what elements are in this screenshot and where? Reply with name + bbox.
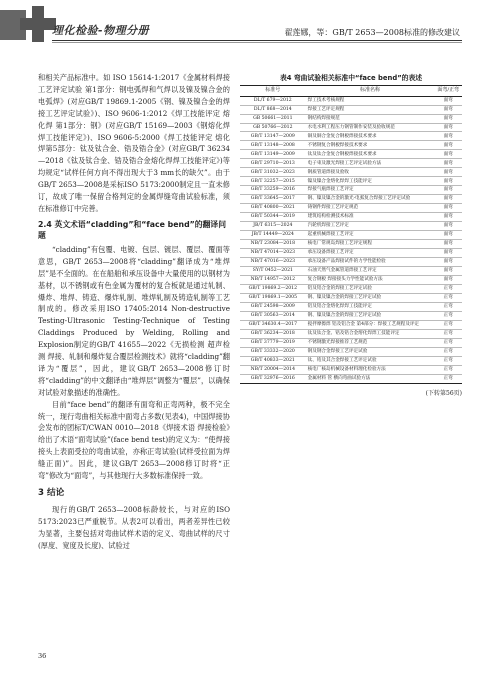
cell-term: 正弯 [434, 311, 462, 320]
table-row [240, 105, 462, 114]
cell-standard-name: 钛、锆及其合金焊接工艺评定试验 [306, 356, 435, 365]
header-rule [52, 40, 462, 41]
cell-standard-name: 钢、镍及镍合金的激光-电弧复合焊接工艺评定试验 [306, 195, 435, 204]
cell-standard-name: 水电水利工程压力钢管制作安装及验收规范 [306, 123, 435, 132]
cell-term: 正弯 [434, 347, 462, 356]
cell-standard-name: 铜及铜合金复合钢板焊接技术要求 [306, 132, 435, 141]
cell-standard-no: GB/T 36234—2018 [240, 329, 306, 338]
left-text-column [38, 72, 230, 552]
table-caption: 表4 弯曲试验相关标准中“face bend”的表述 [279, 74, 423, 82]
body-paragraph-3: 目前“face bend”的翻译有面弯和正弯两种，极不完全统一，现行弯曲相关标准中面弯占多数(见表4)，中国焊接协会发布的团标T/CWAN 0010—2018《焊接术语 焊接检验》给出了术语“面弯试验”(face bend test)的定义为：“使焊接接头上表面受拉的弯曲试验，亦称正弯试验(试样受拉面为焊缝正面)”。因此，建议GB/T 2653—2008修订时将“正弯”修改为“面弯”，与其他现行大多数标准保持一致。 [38, 399, 230, 481]
cell-standard-name: 钢质管道焊接及验收 [306, 168, 435, 177]
cell-standard-name: 承压设备焊接工艺评定 [306, 249, 435, 258]
table-row [240, 338, 462, 347]
table-row [240, 159, 462, 168]
table-row [240, 222, 462, 231]
cell-term: 面弯 [434, 159, 462, 168]
cell-standard-name: 核电厂常规岛焊接工艺评定规程 [306, 240, 435, 249]
cell-standard-name: 钢、镍及镍合金的焊接工艺评定试验 [306, 311, 435, 320]
cell-standard-name: 复合钢板 焊接接头力学性能试验方法 [306, 275, 435, 284]
col-header-standard-name: 标准名称 [306, 86, 435, 97]
cell-standard-no: GB/T 30563—2014 [240, 311, 306, 320]
table-row [240, 275, 462, 284]
cell-term: 正弯 [434, 302, 462, 311]
cell-standard-name: 搅拌摩擦焊 铝及铝合金 第4部分：焊接工艺规程及评定 [306, 320, 435, 329]
cell-term: 面弯 [434, 177, 462, 186]
cell-standard-no: GB/T 50344—2019 [240, 213, 306, 222]
running-title: 翟莲娜，等：GB/T 2653—2008标准的修改建议 [284, 28, 460, 37]
cell-standard-name: 钛及钛合金复合钢板焊接技术要求 [306, 150, 435, 159]
table-row [240, 177, 462, 186]
cell-standard-name: 不锈钢激光焊接推荐工艺规范 [306, 338, 435, 347]
cell-term: 面弯 [434, 275, 462, 284]
cell-standard-name: 不锈钢复合钢板焊接技术要求 [306, 141, 435, 150]
journal-name: 理化检验-物理分册 [52, 24, 150, 37]
table-row [240, 168, 462, 177]
cell-term: 面弯 [434, 123, 462, 132]
table-row [240, 249, 462, 258]
table-row [240, 365, 462, 374]
cell-standard-name: 承压设备产品焊接试件的力学性能检验 [306, 258, 435, 267]
cell-standard-no: GB 50766—2012 [240, 123, 306, 132]
cell-standard-name: 焊工技术考核规程 [306, 96, 435, 105]
cell-standard-no: GB/T 19869.2—2012 [240, 284, 306, 293]
table-row [240, 302, 462, 311]
cell-standard-no: GB/T 32257—2015 [240, 177, 306, 186]
cell-standard-name: 建筑结构检测技术标准 [306, 213, 435, 222]
table-row [240, 240, 462, 249]
cell-standard-name: 钢结构焊接规范 [306, 114, 435, 123]
table-body [240, 96, 462, 383]
cell-standard-no: NB/T 20004—2014 [240, 365, 306, 374]
cell-term: 面弯 [434, 222, 462, 231]
cell-term: 正弯 [434, 320, 462, 329]
cell-standard-no: GB/T 32976—2016 [240, 374, 306, 383]
table-row [240, 204, 462, 213]
cell-standard-no: GB/T 33645—2017 [240, 195, 306, 204]
body-paragraph-2: “cladding”有包覆、电镀、包层、镀层、覆层、覆面等意思，GB/T 2653—2008将“cladding”翻译成为“堆焊层”是不全面的。在在船舶和承压设备中大量使用的以钢材为基材，以不锈钢或有色金属为覆材的复合板就是通过轧制、爆炸、堆焊、铸造、爆炸轧制、堆焊轧制及铸造轧制等工艺制成的。修改采用ISO 17405:2014 Non-destructive Testing-Ultrasonic Testing-Technique of Testing Claddings Produced by Welding, Rolling and Explosion制定的GB/T 41655—2022《无损检测 超声检测 焊接、轧制和爆炸复合覆层检测技术》就将“cladding”翻译为“覆层”，因此，建议GB/T 2653—2008修订时将“cladding”的中文翻译由“堆焊层”调整为“覆层”，以确保对试验对象描述的准确性。 [38, 244, 230, 397]
cell-term: 正弯 [434, 365, 462, 374]
cell-term: 面弯 [434, 150, 462, 159]
standards-table [240, 85, 462, 384]
cell-standard-name: 石油天然气金属管道焊接工艺评定 [306, 267, 435, 276]
cell-standard-no: NB/T 23084—2018 [240, 240, 306, 249]
cell-term: 面弯 [434, 249, 462, 258]
cell-standard-no: DL/T 679—2012 [240, 96, 306, 105]
table-row [240, 311, 462, 320]
page-number: 36 [38, 652, 47, 660]
cell-term: 面弯 [434, 240, 462, 249]
cell-standard-no: GB/T 40833—2021 [240, 356, 306, 365]
cell-standard-name: 焊接气瓶焊接工艺评定 [306, 186, 435, 195]
cell-term: 面弯 [434, 186, 462, 195]
table-row [240, 374, 462, 383]
col-header-term: 面弯/正弯 [434, 86, 462, 97]
cell-standard-no: GB/T 13148—2008 [240, 141, 306, 150]
cell-standard-no: GB/T 33259—2016 [240, 186, 306, 195]
cell-standard-no: GB/T 24598—2009 [240, 302, 306, 311]
cell-standard-name: 钛及钛合金、锆及锆合金熔化焊焊工技能评定 [306, 329, 435, 338]
cell-term: 面弯 [434, 141, 462, 150]
continued-note: (下转第56页) [425, 389, 462, 397]
table-row [240, 123, 462, 132]
cell-term: 正弯 [434, 293, 462, 302]
cell-term: 正弯 [434, 329, 462, 338]
cell-standard-no: NB/T 47016—2023 [240, 258, 306, 267]
cell-standard-no: GB/T 13149—2009 [240, 150, 306, 159]
cell-term: 面弯 [434, 267, 462, 276]
cell-term: 面弯 [434, 96, 462, 105]
journal-cross-logo-icon [20, 6, 56, 42]
cell-term: 面弯 [434, 204, 462, 213]
cell-standard-name: 铸钢件焊接工艺评定规范 [306, 204, 435, 213]
cell-standard-no: NB/T 14957—2012 [240, 275, 306, 284]
cell-standard-no: GB/T 33332—2020 [240, 347, 306, 356]
table-row [240, 258, 462, 267]
cell-term: 面弯 [434, 114, 462, 123]
section-heading-3: 3 结论 [38, 488, 65, 498]
col-header-standard-no: 标准号 [240, 86, 306, 97]
cell-term: 正弯 [434, 374, 462, 383]
table-row [240, 284, 462, 293]
cell-term: 面弯 [434, 231, 462, 240]
cell-standard-name: 铝及铝合金熔化焊焊工技能评定 [306, 302, 435, 311]
cell-term: 面弯 [434, 195, 462, 204]
table-row [240, 195, 462, 204]
cell-standard-no: GB/T 40800—2021 [240, 204, 306, 213]
page-header [0, 0, 480, 64]
cell-standard-no: GB/T 29710—2013 [240, 159, 306, 168]
cell-standard-no: GB/T 37779—2019 [240, 338, 306, 347]
table-row [240, 329, 462, 338]
cell-standard-no: JB/T 14449—2024 [240, 231, 306, 240]
cell-standard-name: 镍及镍合金熔化焊焊工技能评定 [306, 177, 435, 186]
table-row [240, 267, 462, 276]
cell-term: 正弯 [434, 356, 462, 365]
section-heading-2-4: 2.4 英文术语“cladding”和“face bend”的翻译问题 [38, 219, 226, 240]
table-header-row [240, 86, 462, 97]
table-row [240, 141, 462, 150]
cell-term: 面弯 [434, 213, 462, 222]
cell-standard-name: 铝及铝合金的焊接工艺评定试验 [306, 284, 435, 293]
table-row [240, 132, 462, 141]
cell-standard-name: 汽轮机焊接工艺评定 [306, 222, 435, 231]
cell-standard-no: NB/T 47014—2023 [240, 249, 306, 258]
cell-term: 正弯 [434, 284, 462, 293]
table-row [240, 293, 462, 302]
cell-term: 面弯 [434, 105, 462, 114]
cell-term: 面弯 [434, 132, 462, 141]
cell-standard-name: 焊接工艺评定规程 [306, 105, 435, 114]
cell-standard-no: GB/T 13147—2009 [240, 132, 306, 141]
body-paragraph-4: 现行的GB/T 2653—2008标龄较长，与对应的ISO 5173:2023已严重脱节。从表2可以看出，两者差异性已较为显著，主要包括对弯曲试样术语的定义、弯曲试样的尺寸(厚度、宽度及长度)、试验过 [38, 504, 230, 550]
cell-standard-name: 钢及钢合金焊接工艺评定试验 [306, 347, 435, 356]
right-table-column [240, 72, 462, 397]
body-paragraph-1: 和相关产品标准中。如 ISO 15614-1:2017《金属材料焊接工艺评定试验 第1部分：钢电弧焊和气焊以及镍及镍合金的电弧焊》(对应GB/T 19869.1-2005《钢、镍及镍合金的焊接工艺评定试验》)、ISO 9606-1:2012《焊工技能评定 熔化焊 第1部分：钢》(对应GB/T 15169—2003《钢熔化焊焊工技能评定》)、ISO 9606-5:2000《焊工技能评定 熔化焊第5部分：钛及钛合金、锆及锆合金》(对应GB/T 36234—2018《钛及钛合金、锆及锆合金熔化焊焊工技能评定》)等均规定“试样任何方向不得出现大于3 mm长的缺欠”。由于GB/T 2653—2008是采标ISO 5173:2000制定且一直未修订，故成了唯一保留合格判定的金属焊缝弯曲试验标准，须在标准修订中完善。 [38, 73, 230, 213]
table-row [240, 96, 462, 105]
table-row [240, 150, 462, 159]
cell-standard-no: GB/T 19869.1—2005 [240, 293, 306, 302]
header-rule-thin [52, 42, 462, 43]
cell-standard-no: DL/T 868—2014 [240, 105, 306, 114]
cell-standard-name: 金属材料 管 横向弯曲试验方法 [306, 374, 435, 383]
table-row [240, 320, 462, 329]
cell-standard-no: GB/T 31032—2023 [240, 168, 306, 177]
table-row [240, 186, 462, 195]
table-row [240, 213, 462, 222]
cell-standard-no: GB/T 34630.4—2017 [240, 320, 306, 329]
table-row [240, 231, 462, 240]
cell-term: 面弯 [434, 258, 462, 267]
cell-standard-no: JB/T 6315—2024 [240, 222, 306, 231]
table-row [240, 356, 462, 365]
cell-standard-name: 钢、镍及镍合金的焊接工艺评定试验 [306, 293, 435, 302]
cell-term: 面弯 [434, 168, 462, 177]
cell-standard-name: 电子束及激光焊接工艺评定试验方法 [306, 159, 435, 168]
cell-standard-no: GB 50661—2011 [240, 114, 306, 123]
cell-standard-no: SY/T 0452—2021 [240, 267, 306, 276]
cell-standard-name: 核电厂核岛机械设备材料理化检验方法 [306, 365, 435, 374]
table-row [240, 347, 462, 356]
table-row [240, 114, 462, 123]
cell-standard-name: 起重机械焊接工艺评定 [306, 231, 435, 240]
cell-term: 正弯 [434, 338, 462, 347]
